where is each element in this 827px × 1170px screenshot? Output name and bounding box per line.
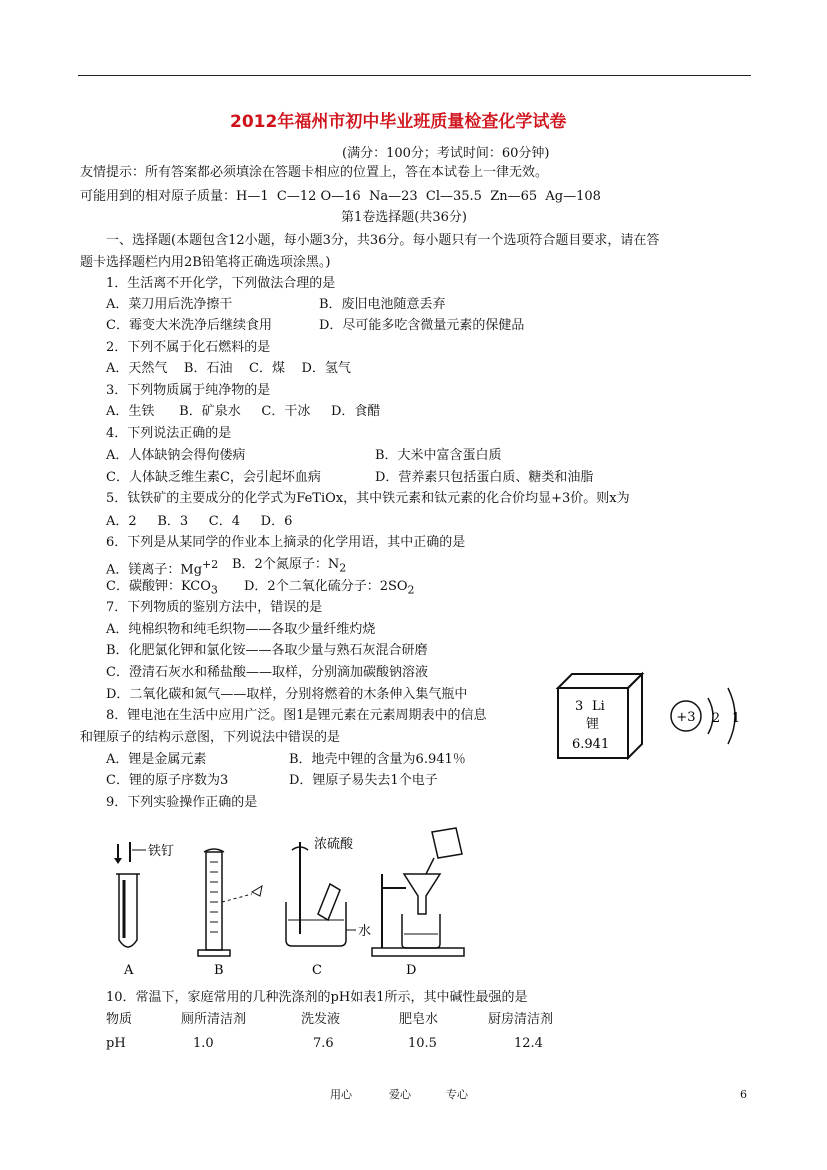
atomic-number: 3	[575, 699, 584, 714]
question-3: 3．下列物质属于纯净物的是	[106, 383, 271, 398]
footer-text: 爱心	[389, 1088, 411, 1101]
question-1: 1．生活离不开化学，下列做法合理的是	[106, 276, 336, 291]
element-name: 锂	[586, 717, 600, 732]
options: A．天然气 B．石油 C．煤 D．氢气	[106, 361, 351, 376]
option: B．化肥氯化钾和氯化铵——各取少量与熟石灰混合研磨	[106, 643, 428, 658]
option: B．废旧电池随意丢弃	[319, 297, 446, 312]
option: D．营养素只包括蛋白质、糖类和油脂	[375, 470, 594, 485]
shell-1-electrons: 2	[711, 711, 721, 726]
page-title: 2012年福州市初中毕业班质量检查化学试卷	[230, 112, 567, 132]
table-header-cell: 厕所清洁剂	[181, 1012, 247, 1027]
label-c: C	[312, 963, 322, 978]
nucleus-charge: +3	[676, 710, 696, 725]
option: B．2个氮原子：$N_2$	[232, 557, 347, 575]
element-symbol: Li	[592, 699, 605, 714]
section-title: 第1卷选择题(共36分)	[341, 210, 467, 225]
question-10: 10．常温下，家庭常用的几种洗涤剂的pH如表1所示，其中碱性最强的是	[106, 990, 528, 1005]
option: B．地壳中锂的含量为6.941％	[289, 752, 466, 767]
question-8-cont: 和锂原子的结构示意图，下列说法中错误的是	[80, 730, 341, 745]
apparatus-b	[198, 849, 262, 978]
table-header-cell: 肥皂水	[399, 1012, 439, 1027]
option: A．人体缺钠会得佝偻病	[106, 448, 246, 463]
box-side	[628, 674, 642, 758]
option: D．锂原子易失去1个电子	[289, 773, 438, 788]
instructions-line-1: 一、选择题(本题包含12小题，每小题3分，共36分。每小题只有一个选项符合题目要求，请在答	[106, 233, 660, 248]
label-d: D	[406, 963, 417, 978]
footer-text: 专心	[446, 1088, 468, 1101]
header-rule	[78, 75, 751, 76]
apparatus-d	[372, 828, 464, 978]
label-water: 水	[358, 924, 372, 939]
options: A．生铁 B．矿泉水 C．干冰 D．食醋	[106, 404, 381, 419]
atomic-mass: 6.941	[572, 737, 610, 752]
lithium-figure	[550, 668, 750, 760]
option: A．纯棉织物和纯毛织物——各取少量纤维灼烧	[106, 622, 376, 637]
option: D．二氧化碳和氮气——取样，分别将燃着的木条伸入集气瓶中	[106, 687, 468, 702]
apparatus-a	[114, 842, 174, 978]
instructions-line-2: 题卡选择题栏内用2B铅笔将正确选项涂黑。)	[80, 255, 331, 270]
label-b: B	[214, 963, 224, 978]
option: D．尽可能多吃含微量元素的保健品	[319, 318, 525, 333]
table-cell: 12.4	[514, 1036, 543, 1051]
option: C．碳酸钾：$KCO_3$	[106, 579, 218, 597]
experiment-figure	[100, 822, 480, 980]
option: A．锂是金属元素	[106, 752, 207, 767]
option: C．锂的原子序数为3	[106, 773, 229, 788]
page-number: 6	[740, 1088, 747, 1101]
shell-2-electrons: 1	[731, 711, 741, 726]
question-4: 4．下列说法正确的是	[106, 426, 232, 441]
table-cell: 7.6	[313, 1036, 334, 1051]
option: C．澄清石灰水和稀盐酸——取样，分别滴加碳酸钠溶液	[106, 665, 428, 680]
label-acid: 浓硫酸	[314, 837, 354, 852]
question-6: 6．下列是从某同学的作业本上摘录的化学用语，其中正确的是	[106, 535, 466, 550]
question-7: 7．下列物质的鉴别方法中，错误的是	[106, 600, 323, 615]
option: C．霉变大米洗净后继续食用	[106, 318, 272, 333]
question-9: 9．下列实验操作正确的是	[106, 795, 258, 810]
option: C．人体缺乏维生素C，会引起坏血病	[106, 470, 321, 485]
option: B．大米中富含蛋白质	[375, 448, 502, 463]
label-a: A	[124, 963, 134, 978]
option: A．镁离子：$Mg^{+2}$	[106, 558, 219, 578]
question-5: 5．钛铁矿的主要成分的化学式为FeTiOx，其中铁元素和钛元素的化合价均显+3价。则x为	[106, 491, 630, 506]
label-nail: 铁钉	[148, 844, 175, 859]
options: A．2 B．3 C．4 D．6	[106, 514, 293, 529]
option: D．2个二氧化硫分子：$2SO_2$	[244, 579, 415, 597]
exam-info: (满分：100分；考试时间：60分钟)	[342, 146, 550, 161]
table-header-cell: 物质	[106, 1012, 133, 1027]
option: A．菜刀用后洗净擦干	[106, 297, 233, 312]
notice: 友情提示：所有答案都必须填涂在答题卡相应的位置上，答在本试卷上一律无效。	[80, 165, 549, 180]
table-cell: 1.0	[193, 1036, 214, 1051]
apparatus-c	[286, 837, 371, 978]
footer-text: 用心	[330, 1088, 352, 1101]
table-row-label: pH	[106, 1036, 126, 1051]
table-header-cell: 洗发液	[301, 1012, 341, 1027]
table-cell: 10.5	[408, 1036, 437, 1051]
atomic-masses: 可能用到的相对原子质量：H—1 C—12 O—16 Na—23 Cl—35.5 Zn—65 Ag—108	[80, 189, 601, 204]
table-header-cell: 厨房清洁剂	[488, 1012, 554, 1027]
question-2: 2．下列不属于化石燃料的是	[106, 340, 271, 355]
question-8: 8．锂电池在生活中应用广泛。图1是锂元素在元素周期表中的信息	[106, 708, 487, 723]
